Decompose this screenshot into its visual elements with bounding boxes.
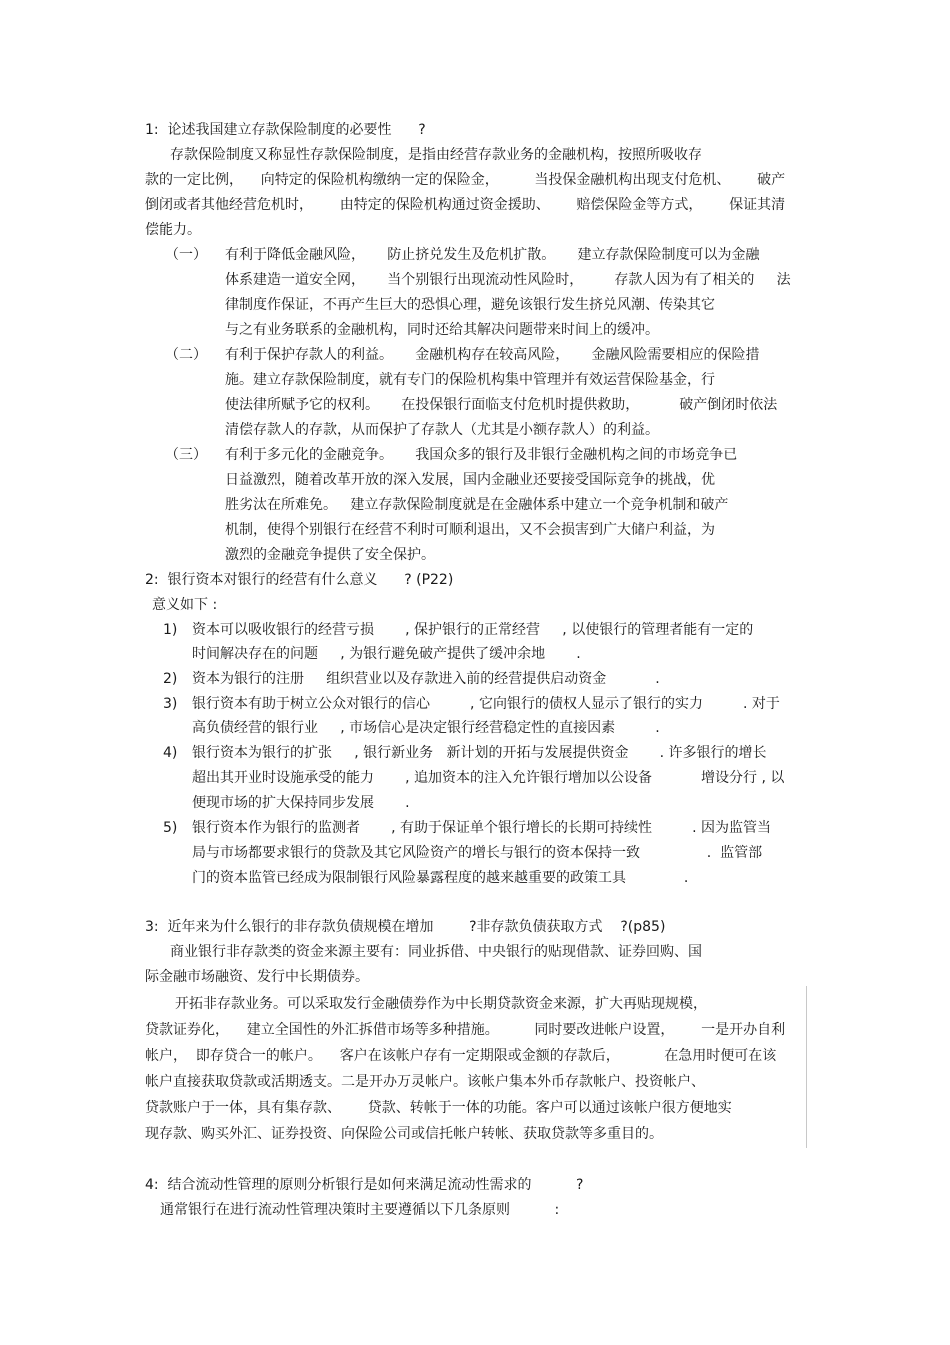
q2-item-marker: 5) <box>163 820 178 836</box>
q1-item-line: 体系建造一道安全网， 当个别银行出现流动性风险时， 存款人因为有了相关的 法 <box>225 272 791 288</box>
q1-item-line: 有利于保护存款人的利益。 金融机构存在较高风险， 金融风险需要相应的保险措 <box>225 347 760 363</box>
q2-item-marker: 4) <box>163 745 178 761</box>
q1-item-line: 清偿存款人的存款，从而保护了存款人（尤其是小额存款人）的利益。 <box>225 422 659 438</box>
q2-item-marker: 3) <box>163 696 178 712</box>
q2-intro: 意义如下 : <box>152 597 218 613</box>
q1-item-line: 有利于多元化的金融竞争。 我国众多的银行及非银行金融机构之间的市场竞争已 <box>225 447 738 463</box>
q2-item-marker: 1) <box>163 622 178 638</box>
q2-item-line: 时间解决存在的问题 , 为银行避免破产提供了缓冲余地 . <box>192 646 581 662</box>
q3-body-line: 贷款证券化， 建立全国性的外汇拆借市场等多种措施。 同时要改进帐户设置， 一是开办自利 <box>145 1022 786 1038</box>
q2-item-line: 资本可以吸收银行的经营亏损 , 保护银行的正常经营 , 以使银行的管理者能有一定的 <box>192 622 754 638</box>
q2-item-line: 超出其开业时设施承受的能力 , 追加资本的注入允许银行增加以公设备 增设分行 , 以 <box>192 770 785 786</box>
q1-item-line: 激烈的金融竞争提供了安全保护。 <box>225 547 435 563</box>
q3-body-line: 帐户直接获取贷款或活期透支。二是开办万灵帐户。该帐户集本外币存款帐户、投资帐户、 <box>145 1074 705 1090</box>
q1-item-line: 与之有业务联系的金融机构，同时还给其解决问题带来时间上的缓冲。 <box>225 322 659 338</box>
q3-intro-line: 商业银行非存款类的资金来源主要有：同业拆借、中央银行的贴现借款、证券回购、国 <box>170 944 702 960</box>
q4-title: 4: 结合流动性管理的原则分析银行是如何来满足流动性需求的 ? <box>145 1177 584 1193</box>
q2-item-line: 高负债经营的银行业 , 市场信心是决定银行经营稳定性的直接因素 . <box>192 720 660 736</box>
q3-intro-line: 际金融市场融资、发行中长期债券。 <box>145 969 369 985</box>
q2-item-line: 银行资本作为银行的监测者 , 有助于保证单个银行增长的长期可持续性 . 因为监管当 <box>192 820 772 836</box>
q1-intro-line: 倒闭或者其他经营危机时， 由特定的保险机构通过资金援助、 赔偿保险金等方式， 保证其清 <box>145 197 786 213</box>
q3-body-line: 帐户， 即存贷合一的帐户。 客户在该帐户存有一定期限或金额的存款后， 在急用时便可在该 <box>145 1048 777 1064</box>
q2-item-line: 资本为银行的注册 组织营业以及存款进入前的经营提供启动资金 . <box>192 671 660 687</box>
q1-item-line: 有利于降低金融风险， 防止挤兑发生及危机扩散。 建立存款保险制度可以为金融 <box>225 247 760 263</box>
q1-item-marker: （三） <box>165 447 207 463</box>
q4-intro: 通常银行在进行流动性管理决策时主要遵循以下几条原则 : <box>160 1202 560 1218</box>
q1-intro-line: 偿能力。 <box>145 222 201 238</box>
q2-item-line: 局与市场都要求银行的贷款及其它风险资产的增长与银行的资本保持一致 . 监管部 <box>192 845 763 861</box>
q2-item-line: 银行资本有助于树立公众对银行的信心 , 它向银行的债权人显示了银行的实力 . 对于 <box>192 696 780 712</box>
q2-title: 2: 银行资本对银行的经营有什么意义 ? (P22) <box>145 572 454 588</box>
q3-body-line: 贷款账户于一体，具有集存款、 贷款、转帐于一体的功能。客户可以通过该帐户很方便地实 <box>145 1100 732 1116</box>
q1-item-line: 机制，使得个别银行在经营不利时可顺利退出，又不会损害到广大储户利益，为 <box>225 522 715 538</box>
q1-item-marker: （一） <box>165 247 207 263</box>
q2-item-line: 便现市场的扩大保持同步发展 . <box>192 795 410 811</box>
q1-title: 1: 论述我国建立存款保险制度的必要性 ? <box>145 122 426 138</box>
q3-body-line: 现存款、购买外汇、证券投资、向保险公司或信托帐户转帐、获取贷款等多重目的。 <box>145 1126 663 1142</box>
q1-item-line: 使法律所赋予它的权利。 在投保银行面临支付危机时提供救助， 破产倒闭时依法 <box>225 397 778 413</box>
margin-rule <box>806 986 807 1148</box>
q1-item-line: 日益激烈，随着改革开放的深入发展，国内金融业还要接受国际竞争的挑战，优 <box>225 472 715 488</box>
q1-item-line: 胜劣汰在所难免。 建立存款保险制度就是在金融体系中建立一个竞争机制和破产 <box>225 497 729 513</box>
q3-title: 3: 近年来为什么银行的非存款负债规模在增加 ?非存款负债获取方式 ?(p85) <box>145 919 666 935</box>
q1-item-marker: （二） <box>165 347 207 363</box>
q1-item-line: 律制度作保证，不再产生巨大的恐惧心理，避免该银行发生挤兑风潮、传染其它 <box>225 297 715 313</box>
q2-item-line: 门的资本监管已经成为限制银行风险暴露程度的越来越重要的政策工具 . <box>192 870 689 886</box>
q1-intro-line: 款的一定比例， 向特定的保险机构缴纳一定的保险金， 当投保金融机构出现支付危机、 破产 <box>145 172 786 188</box>
q2-item-marker: 2) <box>163 671 178 687</box>
q1-intro-line: 存款保险制度又称显性存款保险制度，是指由经营存款业务的金融机构，按照所吸收存 <box>170 147 702 163</box>
q3-body-line: 开拓非存款业务。可以采取发行金融债券作为中长期贷款资金来源，扩大再贴现规模， <box>175 996 707 1012</box>
q1-item-line: 施。建立存款保险制度，就有专门的保险机构集中管理并有效运营保险基金，行 <box>225 372 715 388</box>
q2-item-line: 银行资本为银行的扩张 , 银行新业务 新计划的开拓与发展提供资金 . 许多银行的增长 <box>192 745 767 761</box>
